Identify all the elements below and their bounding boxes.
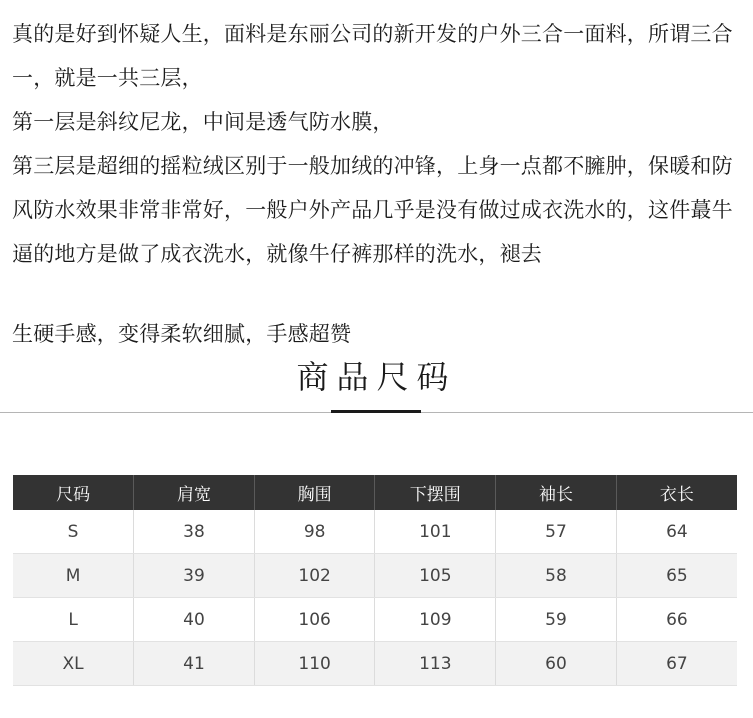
table-cell: 38 bbox=[134, 510, 255, 554]
header-sleeve: 袖长 bbox=[496, 475, 617, 510]
table-cell: 67 bbox=[616, 642, 737, 686]
table-cell: 105 bbox=[375, 554, 496, 598]
description-paragraph-4: 生硬手感，变得柔软细腻，手感超赞 bbox=[12, 322, 352, 346]
description-paragraph-2: 第一层是斜纹尼龙，中间是透气防水膜， bbox=[12, 110, 394, 134]
table-cell: 66 bbox=[616, 598, 737, 642]
section-title: 商品尺码 bbox=[296, 358, 457, 396]
table-cell: 41 bbox=[134, 642, 255, 686]
table-cell: 65 bbox=[616, 554, 737, 598]
table-row bbox=[13, 598, 737, 642]
size-table bbox=[13, 475, 737, 686]
table-cell: S bbox=[13, 510, 134, 554]
table-cell: 64 bbox=[616, 510, 737, 554]
table-cell: 60 bbox=[496, 642, 617, 686]
header-hem: 下摆围 bbox=[375, 475, 496, 510]
table-cell: 106 bbox=[254, 598, 375, 642]
size-table-header-row bbox=[13, 475, 737, 510]
description-paragraph-3: 第三层是超细的摇粒绒区别于一般加绒的冲锋，上身一点都不臃肿，保暖和防风防水效果非常非常好，一般户外产品几乎是没有做过成衣洗水的，这件蕞牛逼的地方是做了成衣洗水，就像牛仔裤那样的洗水，褪去 bbox=[12, 154, 733, 266]
header-length: 衣长 bbox=[616, 475, 737, 510]
section-divider-accent bbox=[331, 410, 421, 413]
table-row bbox=[13, 510, 737, 554]
table-cell: 110 bbox=[254, 642, 375, 686]
table-cell: 113 bbox=[375, 642, 496, 686]
table-cell: 101 bbox=[375, 510, 496, 554]
table-cell: 98 bbox=[254, 510, 375, 554]
table-cell: 59 bbox=[496, 598, 617, 642]
table-cell: 57 bbox=[496, 510, 617, 554]
table-cell: 40 bbox=[134, 598, 255, 642]
table-cell: M bbox=[13, 554, 134, 598]
header-chest: 胸围 bbox=[254, 475, 375, 510]
header-shoulder: 肩宽 bbox=[134, 475, 255, 510]
table-cell: L bbox=[13, 598, 134, 642]
table-row bbox=[13, 554, 737, 598]
table-row bbox=[13, 642, 737, 686]
paragraph-gap bbox=[12, 276, 747, 312]
table-cell: 102 bbox=[254, 554, 375, 598]
description-paragraph-1: 真的是好到怀疑人生，面料是东丽公司的新开发的户外三合一面料，所谓三合一，就是一共三层， bbox=[12, 22, 733, 90]
product-description bbox=[12, 12, 747, 356]
header-size: 尺码 bbox=[13, 475, 134, 510]
table-cell: 109 bbox=[375, 598, 496, 642]
table-cell: 58 bbox=[496, 554, 617, 598]
table-cell: 39 bbox=[134, 554, 255, 598]
table-cell: XL bbox=[13, 642, 134, 686]
